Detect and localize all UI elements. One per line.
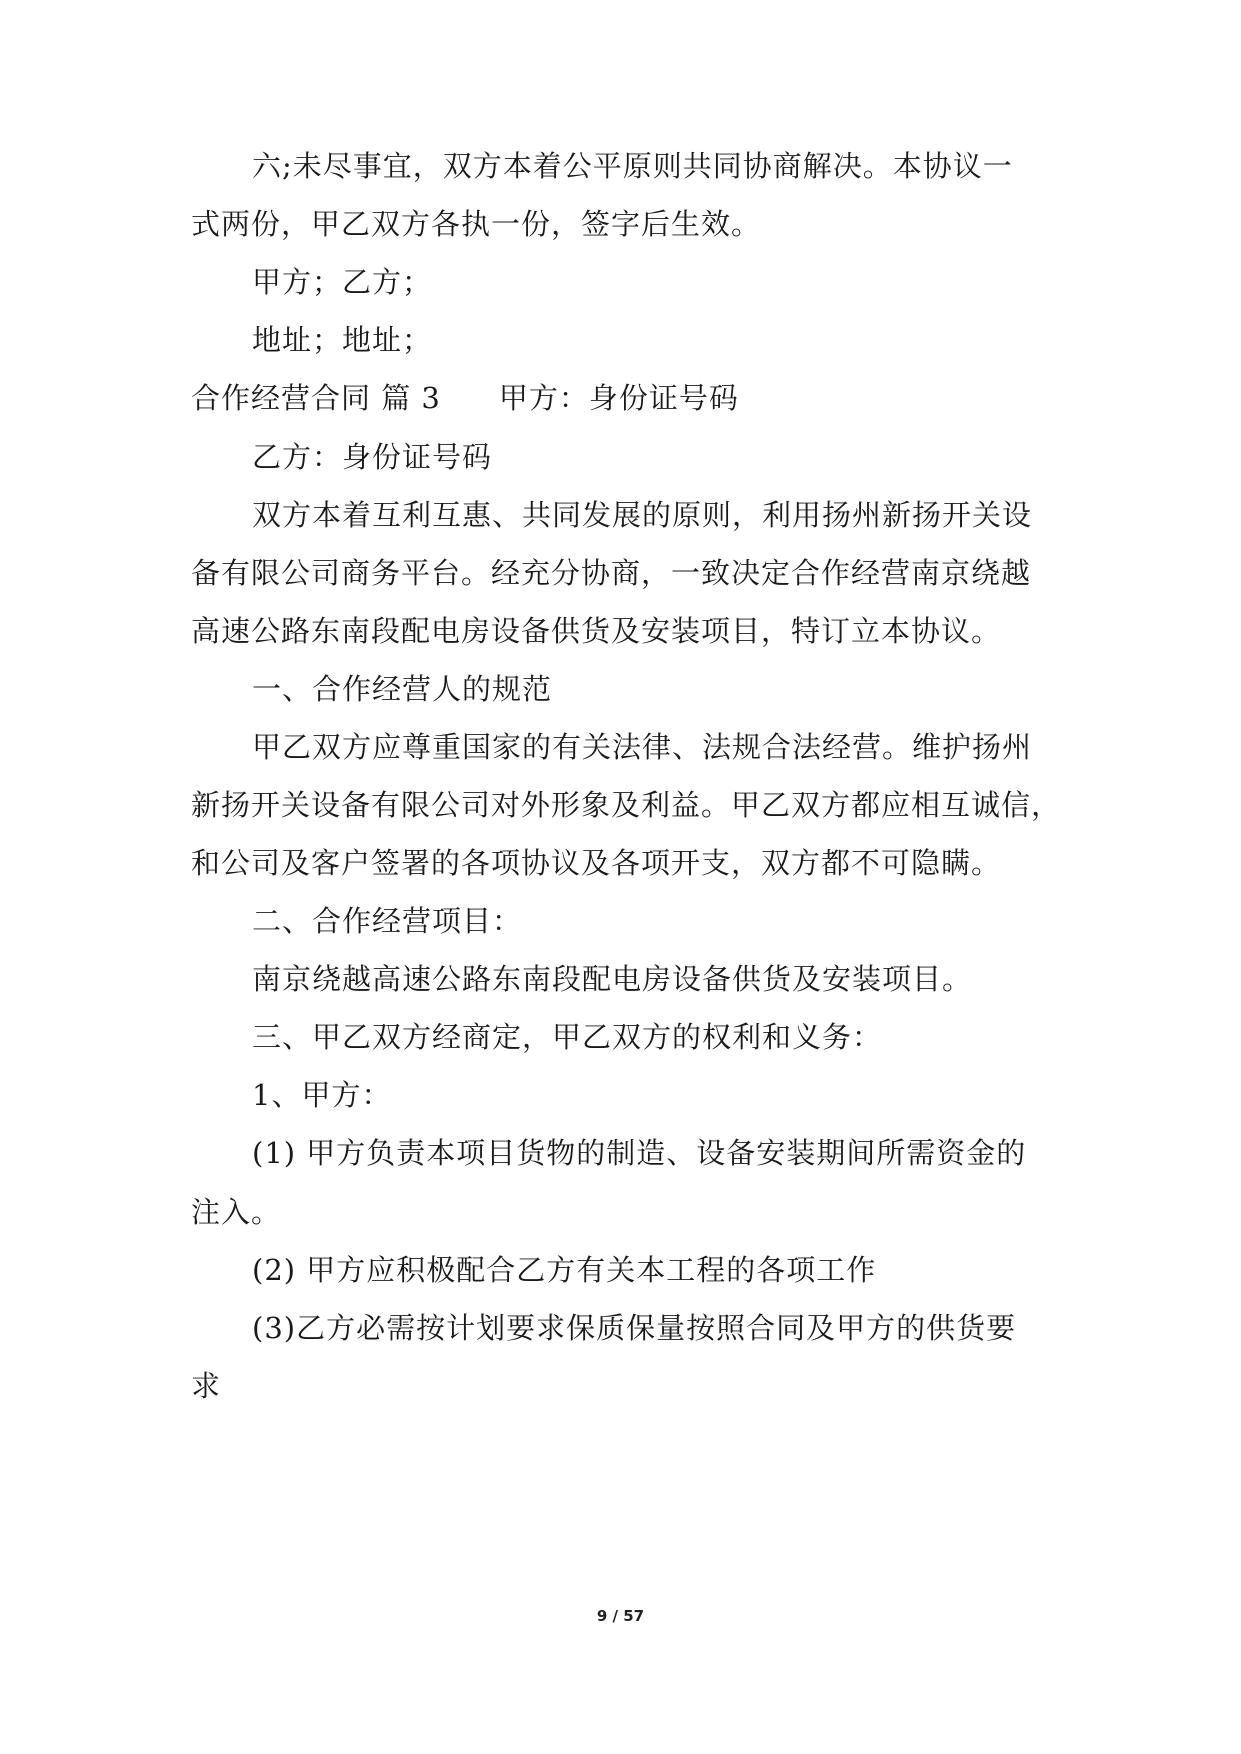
page-number: 9 / 57 [596,1607,645,1625]
text-line-15: 南京绕越高速公路东南段配电房设备供货及安装项目。 [252,962,973,996]
text-line-13: 和公司及客户签署的各项协议及各项开支，双方都不可隐瞒。 [191,846,1002,880]
text-line-2: 式两份，甲乙双方各执一份，签字后生效。 [191,207,762,241]
text-line-22: 求 [191,1369,222,1403]
text-line-1: 六;未尽事宜，双方本着公平原则共同协商解决。本协议一 [252,149,1013,183]
text-line-20: (2) 甲方应积极配合乙方有关本工程的各项工作 [252,1253,877,1287]
text-line-14: 二、合作经营项目： [252,904,523,938]
text-line-11: 甲乙双方应尊重国家的有关法律、法规合法经营。维护扬州 [252,730,1033,764]
text-line-10: 一、合作经营人的规范 [252,672,553,706]
text-line-12: 新扬开关设备有限公司对外形象及利益。甲乙双方都应相互诚信， [191,788,1062,822]
text-line-5 [191,378,739,418]
text-line-18: (1) 甲方负责本项目货物的制造、设备安装期间所需资金的 [252,1136,1027,1170]
text-line-17: 1、甲方： [252,1078,392,1112]
text-line-8: 备有限公司商务平台。经充分协商，一致决定合作经营南京绕越 [191,556,1032,590]
contract-section-heading: 合作经营合同 篇 3 [191,381,441,415]
text-line-16: 三、甲乙双方经商定，甲乙双方的权利和义务： [252,1020,883,1054]
text-line-7: 双方本着互利互惠、共同发展的原则，利用扬州新扬开关设 [252,498,1033,532]
text-line-21: (3)乙方必需按计划要求保质保量按照合同及甲方的供货要 [252,1311,1017,1345]
text-line-19: 注入。 [191,1195,282,1229]
text-line-9: 高速公路东南段配电房设备供货及安装项目，特订立本协议。 [191,614,1002,648]
text-line-6: 乙方：身份证号码 [252,440,493,474]
text-line-4: 地址；地址； [252,323,433,357]
text-line-3: 甲方；乙方； [252,265,433,299]
party-a-id: 甲方：身份证号码 [498,381,739,415]
